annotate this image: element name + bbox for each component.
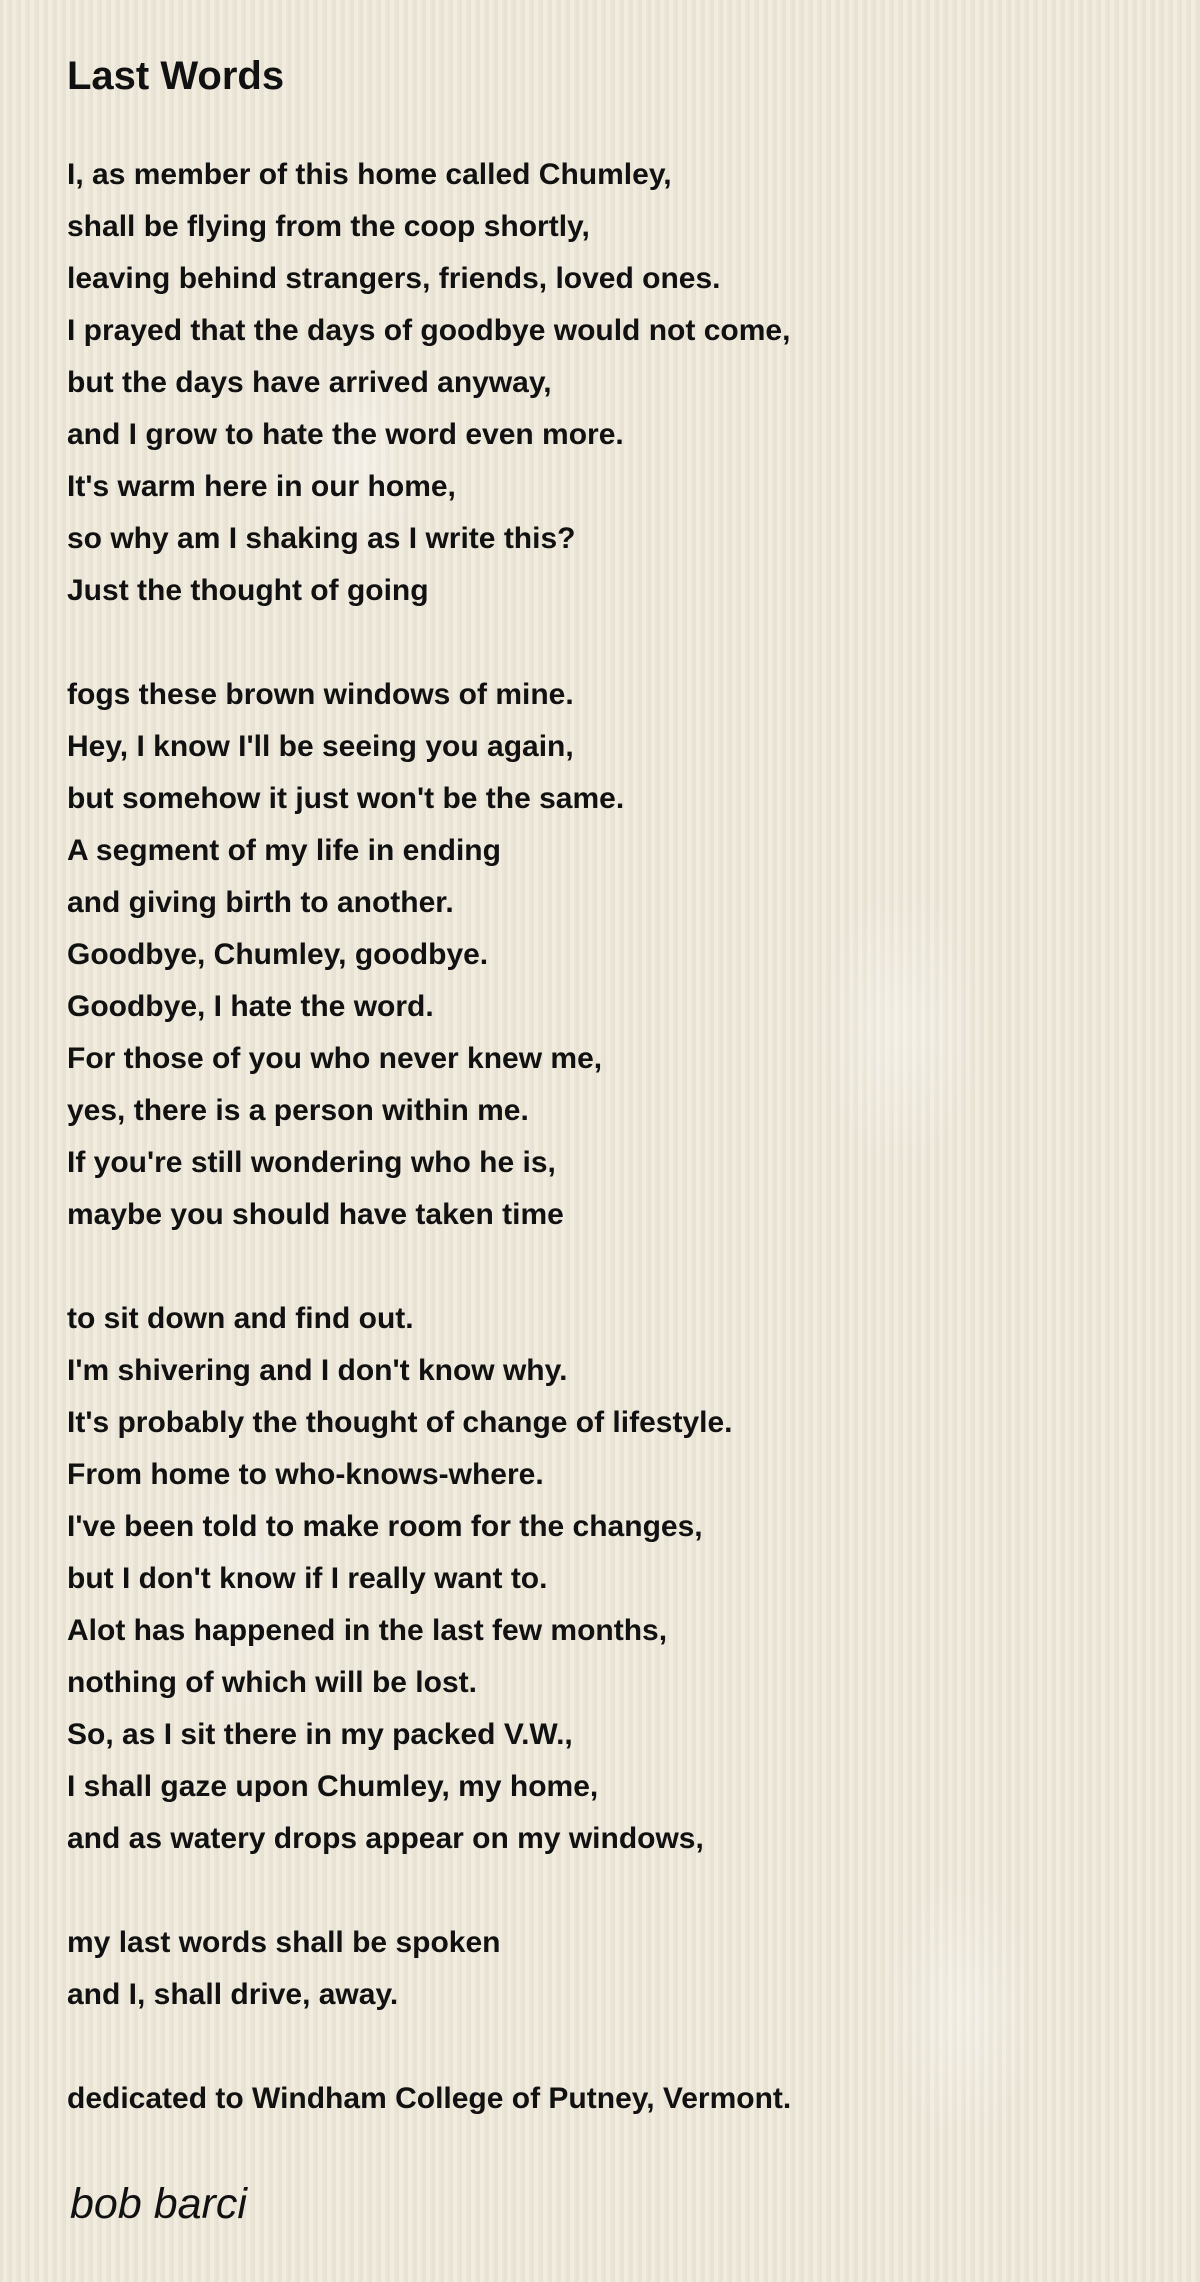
poem-line: Just the thought of going bbox=[67, 574, 429, 607]
poem-line: but somehow it just won't be the same. bbox=[67, 782, 625, 815]
poem-line: It's warm here in our home, bbox=[67, 470, 456, 503]
poem-line: A segment of my life in ending bbox=[67, 834, 501, 867]
poem-line: but I don't know if I really want to. bbox=[67, 1562, 548, 1595]
poem-line: I shall gaze upon Chumley, my home, bbox=[67, 1770, 599, 1803]
stanza-3 bbox=[67, 1293, 1147, 1865]
poem-title: Last Words bbox=[67, 54, 285, 98]
poem-line: I prayed that the days of goodbye would not come, bbox=[67, 314, 791, 347]
dedication-line: dedicated to Windham College of Putney, Vermont. bbox=[67, 2082, 792, 2115]
poem-line: my last words shall be spoken bbox=[67, 1926, 501, 1959]
poem-line: So, as I sit there in my packed V.W., bbox=[67, 1718, 573, 1751]
stanza-1 bbox=[67, 149, 1147, 617]
poem-line: From home to who-knows-where. bbox=[67, 1458, 544, 1491]
poem-line: I, as member of this home called Chumley, bbox=[67, 158, 672, 191]
poem-line: and I grow to hate the word even more. bbox=[67, 418, 624, 451]
dedication bbox=[67, 2073, 1147, 2125]
poem-line: maybe you should have taken time bbox=[67, 1198, 564, 1231]
poem-line: leaving behind strangers, friends, loved ones. bbox=[67, 262, 721, 295]
poem-line: but the days have arrived anyway, bbox=[67, 366, 552, 399]
poem-line: Goodbye, I hate the word. bbox=[67, 990, 434, 1023]
poem-line: If you're still wondering who he is, bbox=[67, 1146, 556, 1179]
poem-line: nothing of which will be lost. bbox=[67, 1666, 477, 1699]
poem-line: to sit down and find out. bbox=[67, 1302, 414, 1335]
poem-line: and as watery drops appear on my windows, bbox=[67, 1822, 704, 1855]
poem-line: Alot has happened in the last few months, bbox=[67, 1614, 668, 1647]
poem-line: I'm shivering and I don't know why. bbox=[67, 1354, 568, 1387]
poem-line: and I, shall drive, away. bbox=[67, 1978, 399, 2011]
poem-line: It's probably the thought of change of lifestyle. bbox=[67, 1406, 733, 1439]
poem-body bbox=[67, 149, 1147, 2125]
poem-line: shall be flying from the coop shortly, bbox=[67, 210, 590, 243]
poem-line: Hey, I know I'll be seeing you again, bbox=[67, 730, 574, 763]
poem-line: I've been told to make room for the changes, bbox=[67, 1510, 703, 1543]
author-name: bob barci bbox=[70, 2180, 247, 2228]
poem-line: fogs these brown windows of mine. bbox=[67, 678, 574, 711]
poem-line: For those of you who never knew me, bbox=[67, 1042, 603, 1075]
poem-line: Goodbye, Chumley, goodbye. bbox=[67, 938, 489, 971]
poem-line: so why am I shaking as I write this? bbox=[67, 522, 576, 555]
poem-line: yes, there is a person within me. bbox=[67, 1094, 529, 1127]
stanza-2 bbox=[67, 669, 1147, 1241]
poem-line: and giving birth to another. bbox=[67, 886, 454, 919]
stanza-4 bbox=[67, 1917, 1147, 2021]
